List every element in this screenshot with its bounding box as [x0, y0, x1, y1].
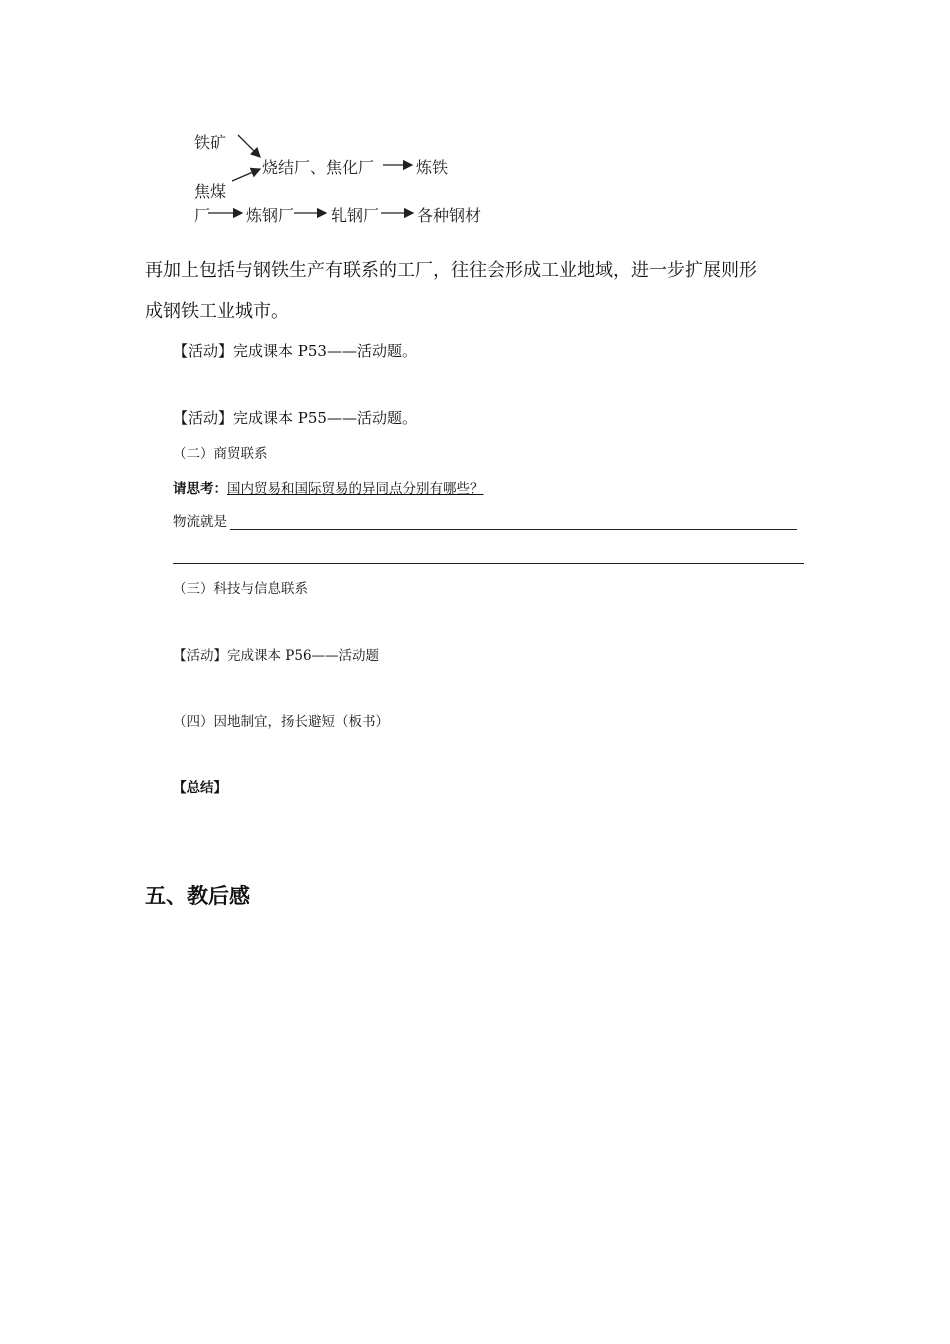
think-question: [173, 481, 484, 497]
paragraph-line-2: 成钢铁工业城市。: [145, 301, 289, 322]
node-coking-coal: 焦煤: [194, 182, 227, 201]
think-label: 请思考：: [173, 481, 227, 497]
node-ironmaking: 炼铁: [416, 158, 449, 177]
node-iron-ore: 铁矿: [194, 133, 227, 152]
section-local-conditions: （四）因地制宜，扬长避短（板书）: [173, 714, 389, 730]
answer-line-1: [230, 529, 797, 530]
node-row2-factory: 厂: [194, 206, 211, 225]
node-rolling-mill: 轧钢厂: [331, 206, 380, 225]
answer-line-2: [173, 563, 804, 564]
paragraph-line-1: 再加上包括与钢铁生产有联系的工厂，往往会形成工业地域，进一步扩展则形: [145, 260, 757, 281]
think-question-text: 国内贸易和国际贸易的异同点分别有哪些？: [227, 481, 484, 497]
node-steelmaking-plant: 炼钢厂: [246, 206, 295, 225]
activity-p55: 【活动】完成课本 P55——活动题。: [173, 409, 417, 427]
summary-label: 【总结】: [173, 780, 227, 796]
activity-p56: 【活动】完成课本 P56——活动题: [173, 648, 380, 664]
node-sinter-coke-plant: 烧结厂、焦化厂: [262, 158, 375, 177]
heading-post-teaching-reflection: 五、教后感: [145, 884, 250, 908]
logistics-label: 物流就是: [173, 514, 227, 530]
activity-p53: 【活动】完成课本 P53——活动题。: [173, 342, 417, 360]
arrow-ore-to-plant: [238, 135, 260, 157]
section-trade-link: （二）商贸联系: [173, 446, 268, 462]
steel-production-flow-diagram: [190, 125, 490, 225]
node-steel-products: 各种钢材: [417, 206, 482, 225]
section-tech-info-link: （三）科技与信息联系: [173, 581, 308, 597]
arrow-coal-to-plant: [232, 169, 260, 181]
